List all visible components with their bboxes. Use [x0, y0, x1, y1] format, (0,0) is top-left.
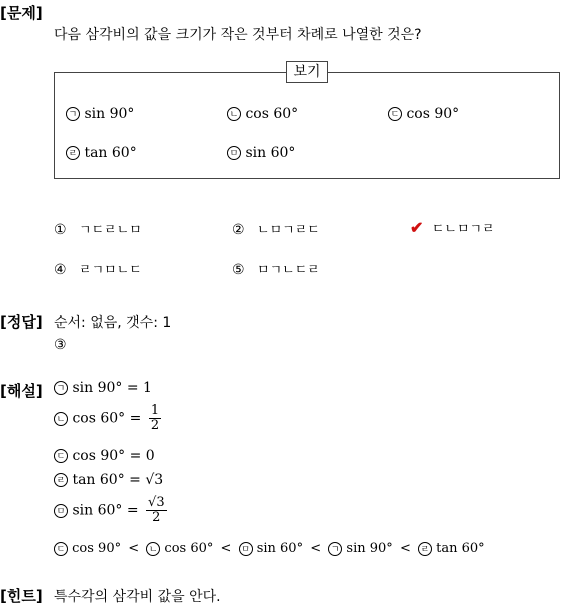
mark-circle: ㄹ: [418, 542, 432, 556]
fraction-numerator: 1: [150, 403, 160, 418]
fraction-denominator: 2: [152, 510, 161, 525]
solution-line-4: [54, 472, 163, 488]
problem-label: [문제]: [0, 4, 43, 22]
fraction: [146, 496, 167, 525]
mark-circle: ㄱ: [66, 107, 80, 121]
bogi-item-1: [66, 106, 134, 122]
mark-circle: ㄴ: [146, 542, 160, 556]
solution-order: [54, 541, 485, 556]
solution-line-1: [54, 380, 152, 396]
mark-circle: ㅁ: [239, 542, 253, 556]
choice-2[interactable]: [232, 219, 320, 238]
less-than: <: [220, 541, 232, 556]
less-than: <: [399, 541, 411, 556]
bogi-item-2: [227, 106, 298, 122]
answer-meta: 순서: 없음, 갯수: 1: [54, 315, 172, 331]
mark-circle: ㄴ: [227, 107, 241, 121]
checkmark-icon: ✔: [410, 218, 424, 237]
choice-1[interactable]: [54, 219, 142, 238]
mark-circle: ㄱ: [328, 542, 342, 556]
bogi-item-4: [66, 145, 137, 161]
mark-circle: ㅁ: [54, 504, 68, 518]
fraction: [149, 404, 161, 433]
solution-label: [해설]: [0, 382, 43, 400]
solution-expr: sin 90° = 1: [72, 380, 152, 396]
solution-expr: cos 90° = 0: [72, 448, 155, 464]
choice-4[interactable]: [54, 259, 142, 278]
question-text: 다음 삼각비의 값을 크기가 작은 것부터 차례로 나열한 것은?: [54, 27, 422, 43]
order-expr: tan 60°: [436, 541, 485, 556]
less-than: <: [310, 541, 322, 556]
solution-line-2: [54, 404, 161, 433]
fraction-numerator: √3: [148, 495, 165, 510]
mark-circle: ㄹ: [66, 146, 80, 160]
order-expr: sin 90°: [346, 541, 393, 556]
less-than: <: [128, 541, 140, 556]
solution-expr: tan 60° = √3: [72, 472, 164, 488]
solution-line-5: [54, 496, 167, 525]
solution-expr: sin 60° =: [72, 502, 139, 519]
answer-label: [정답]: [0, 313, 43, 331]
mark-circle: ㄷ: [54, 449, 68, 463]
fraction-denominator: 2: [150, 418, 160, 433]
bogi-expr: tan 60°: [84, 145, 137, 161]
choice-number: ②: [232, 222, 245, 238]
bogi-item-5: [227, 145, 295, 161]
bogi-item-3: [388, 106, 459, 122]
order-expr: sin 60°: [256, 541, 304, 556]
choice-sequence: ㄷㄴㅁㄱㄹ: [431, 222, 495, 237]
hint-text: 특수각의 삼각비 값을 안다.: [54, 589, 221, 605]
bogi-title: 보기: [286, 61, 328, 83]
order-expr: cos 90°: [72, 541, 122, 556]
choice-number: ④: [54, 262, 67, 278]
mark-circle: ㄴ: [54, 412, 68, 426]
mark-circle: ㄷ: [388, 107, 402, 121]
mark-circle: ㄱ: [54, 381, 68, 395]
mark-circle: ㅁ: [227, 146, 241, 160]
bogi-expr: sin 90°: [84, 106, 135, 122]
mark-circle: ㄷ: [54, 542, 68, 556]
solution-expr: cos 60° =: [72, 410, 142, 427]
choice-sequence: ㅁㄱㄴㄷㄹ: [257, 263, 320, 278]
choice-sequence: ㄹㄱㅁㄴㄷ: [79, 263, 142, 278]
choice-number: ⑤: [232, 262, 245, 278]
choice-sequence: ㄱㄷㄹㄴㅁ: [79, 223, 142, 238]
bogi-box: [54, 72, 560, 179]
solution-line-3: [54, 448, 155, 464]
hint-label: [힌트]: [0, 587, 43, 605]
bogi-expr: cos 90°: [406, 106, 460, 122]
bogi-expr: cos 60°: [245, 106, 299, 122]
bogi-expr: sin 60°: [245, 145, 296, 161]
order-expr: cos 60°: [164, 541, 214, 556]
choice-3[interactable]: [410, 218, 495, 237]
choice-sequence: ㄴㅁㄱㄹㄷ: [257, 223, 320, 238]
mark-circle: ㄹ: [54, 473, 68, 487]
answer-value: ③: [54, 337, 67, 353]
choice-5[interactable]: [232, 259, 320, 278]
choice-number: ①: [54, 222, 67, 238]
